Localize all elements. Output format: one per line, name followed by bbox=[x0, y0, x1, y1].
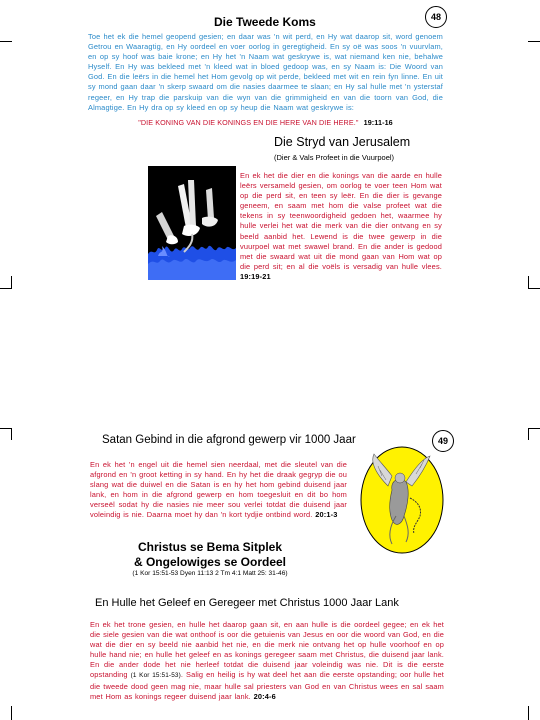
angel-image bbox=[360, 446, 444, 554]
page-number: 49 bbox=[432, 430, 454, 452]
page-number: 48 bbox=[425, 6, 447, 28]
crop-mark bbox=[528, 428, 540, 429]
scripture-reference: 19:11-16 bbox=[363, 118, 393, 127]
millennial-reign-text bbox=[90, 620, 444, 702]
scripture-quote-line bbox=[88, 118, 443, 127]
scripture-reference: 19:19-21 bbox=[240, 271, 271, 281]
angel-illustration bbox=[360, 446, 444, 554]
crop-mark bbox=[528, 41, 540, 42]
bema-references: (1 Kor 15:51-53 Dyen 11:13 2 Tm 4:1 Matt 25: 31-46) bbox=[132, 570, 288, 577]
bema-title-line-2: & Ongelowiges se Oordeel bbox=[133, 555, 287, 569]
scripture-reference: 20:4-6 bbox=[253, 691, 276, 701]
section-subtitle: (Dier & Vals Profeet in die Vuurpoel) bbox=[274, 153, 395, 162]
crop-mark bbox=[11, 428, 12, 440]
page-title: Satan Gebind in die afgrond gewerp vir 1000 Jaar bbox=[102, 434, 356, 446]
crop-mark bbox=[528, 428, 529, 440]
reign-title: En Hulle het Geleef en Geregeer met Christus 1000 Jaar Lank bbox=[95, 597, 399, 609]
crop-mark bbox=[11, 276, 12, 288]
crop-mark bbox=[0, 288, 12, 289]
lake-of-fire-illustration bbox=[148, 166, 236, 280]
lake-of-fire-image bbox=[148, 166, 236, 280]
crop-mark bbox=[0, 41, 12, 42]
satan-bound-scripture: En ek het 'n engel uit die hemel sien neerdaal, met die sleutel van die afgrond en 'n groot ketting in sy hand. En hy het die draak gegryp die ou slang wat die duiwel en die Satan is en hy het hom gebind duisend jaar lank, en hom in die afgrond gewerp en hom toegesluit en dit bo hom verseël sodat hy die nasies nie meer sou verlei totdat die duisend jaar voleindig is nie. Daarna moet hy dan 'n kort tydjie ontbind word. bbox=[90, 460, 347, 520]
millennial-reign-scripture-part-2: . Salig en heilig is hy wat deel het aan die eerste opstanding; oor hulle het die tweede dood geen mag nie, maar hulle sal priesters van God en van Christus wees en sal saam met Hom as konings regeer duisend jaar lank. bbox=[90, 670, 444, 701]
crop-mark bbox=[528, 288, 540, 289]
satan-bound-text bbox=[90, 460, 347, 521]
bema-title-line-1: Christus se Bema Sitplek bbox=[137, 540, 283, 554]
scripture-reference: 20:1-3 bbox=[315, 510, 338, 520]
millennial-reign-scripture-part-1: En ek het trone gesien, en hulle het daarop gaan sit, en aan hulle is die oordeel gegee; en ek het die siele gesien van die wat onthoof is oor die getuienis van Jesus en oor die woord van God, en die wat die dier en sy beeld nie aanbid het nie, en die merk nie ontvang het op hulle voorhoof en op hulle hand nie; en hulle het geleef en as konings geregeer saam met Christus, die duisend jaar lank. En die ander dode het nie herleef totdat die duisend jaar voleindig was nie. Dit is die eerste opstanding bbox=[90, 620, 444, 680]
crop-mark bbox=[528, 276, 529, 288]
jerusalem-battle-text bbox=[240, 171, 442, 282]
intro-scripture-text: Toe het ek die hemel geopend gesien; en daar was 'n wit perd, en Hy wat daarop sit, word genoem Getrou en Waaragtig, en Hy oordeel en voer oorlog in geregtigheid. En sy oë was soos 'n vuurvlam, en op sy hoof was baie krone; en Hy het 'n Naam wat geskrywe is, wat niemand ken nie, behalwe Hyself. En Hy was bekleed met 'n kleed wat in bloed gedoop was, en sy Naam is: Die Woord van God. En die leërs in die hemel het Hom gevolg op wit perde, bekleed met wit en rein fyn linne. En uit sy mond gaan daar 'n skerp swaard om die nasies daarmee te slaan; en Hy sal hulle met 'n ysterstaf regeer, en Hy trap die parskuip van die wyn van die grimmigheid en van die toorn van God, die Almagtige. En Hy dra op sy kleed en op sy heup die Naam wat geskrywe is: bbox=[88, 32, 443, 112]
crop-mark bbox=[11, 706, 12, 720]
crop-mark bbox=[528, 706, 529, 720]
scripture-quote: "DIE KONING VAN DIE KONINGS EN DIE HERE VAN DIE HERE." bbox=[138, 118, 359, 127]
inline-reference: (1 Kor 15:51-53) bbox=[130, 672, 181, 680]
page-title: Die Tweede Koms bbox=[214, 15, 316, 29]
section-title: Die Stryd van Jerusalem bbox=[274, 135, 411, 149]
jerusalem-battle-scripture: En ek het die dier en die konings van die aarde en hulle leërs versameld gesien, om oorlog te voer teen Hom wat op die perd sit, en teen sy leër. En die dier is gevange geneem, en saam met hom die valse profeet wat die tekens in sy teenwoordigheid gedoen het, waarmee hy hulle verlei het wat die merk van die dier ontvang en sy beeld aanbid het. Lewend is die twee gewerp in die vuurpoel wat met swawel brand. En die ander is gedood met die swaard wat uit die mond gaan van Hom wat op die perd sit; en al die voëls is versadig van hulle vlees. bbox=[240, 171, 442, 271]
